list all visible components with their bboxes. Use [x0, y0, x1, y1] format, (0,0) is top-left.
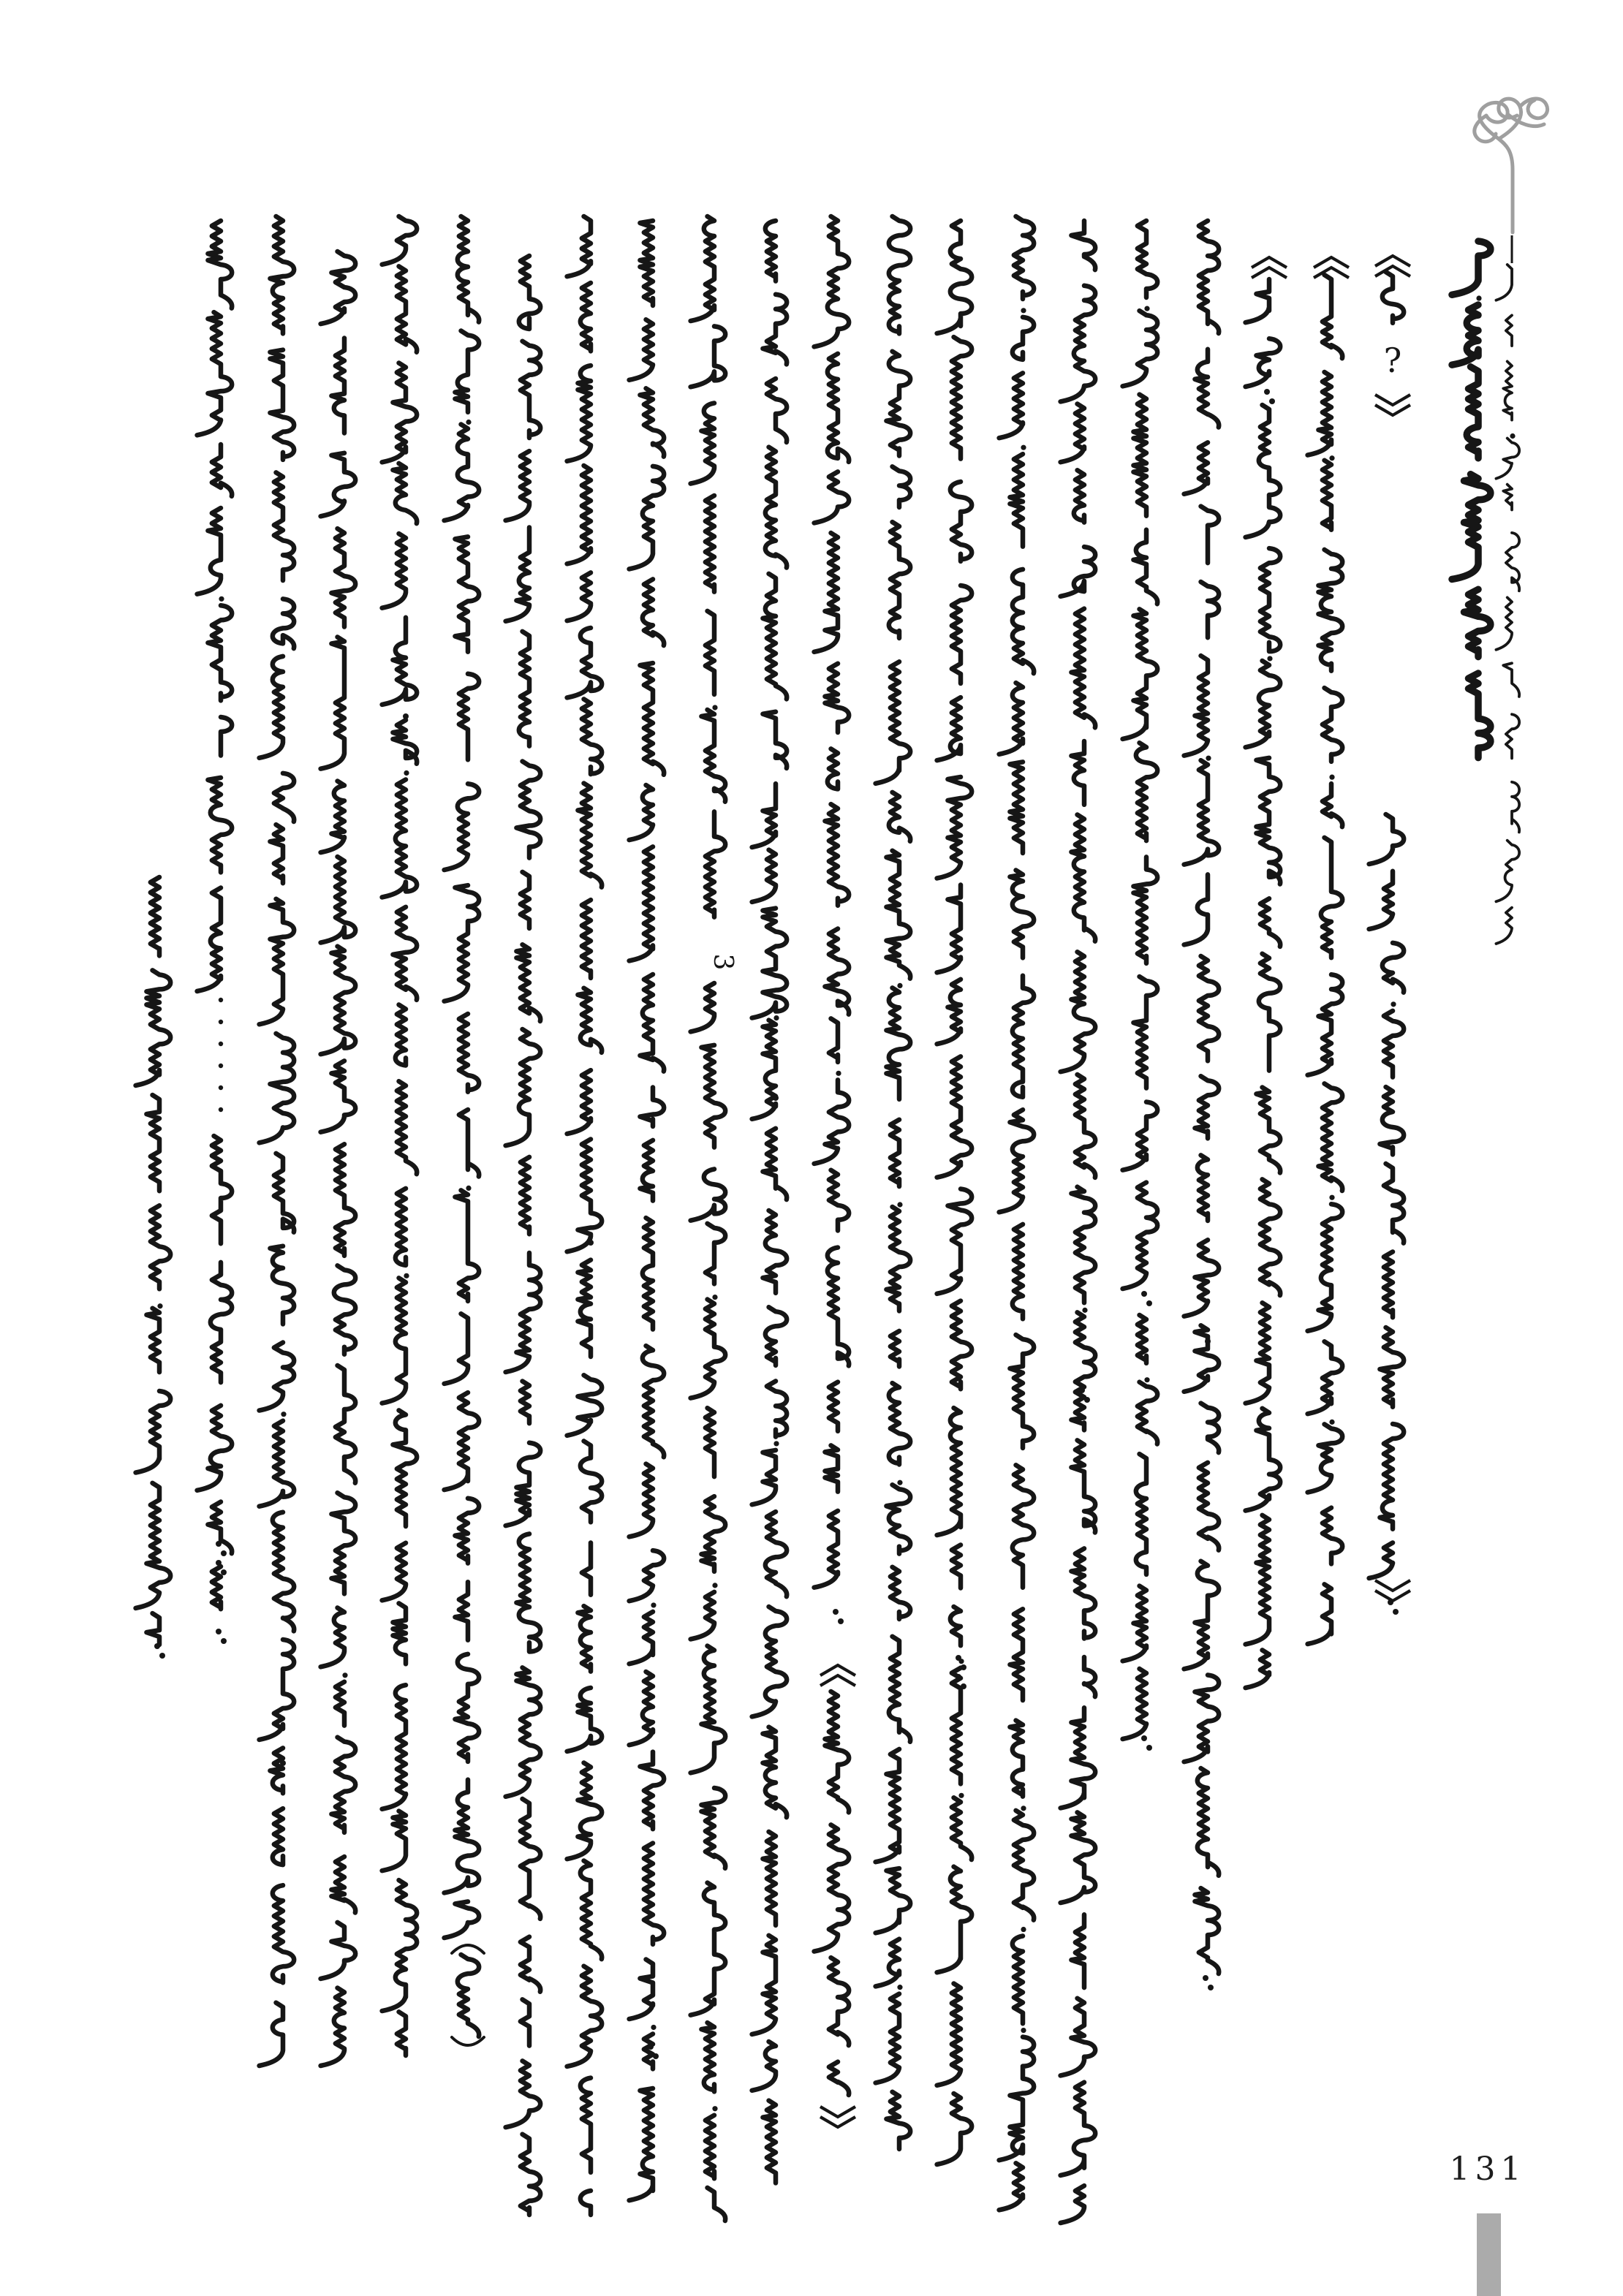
text-column-13	[937, 221, 972, 2164]
text-column-16	[1123, 221, 1158, 1751]
text-column-2	[260, 216, 295, 2066]
text-column-17	[1184, 221, 1219, 1990]
text-column-7	[567, 216, 602, 2215]
text-column-3	[321, 251, 356, 2066]
text-column-8	[629, 221, 665, 2200]
flourish-icon	[1475, 99, 1548, 232]
text-column-10	[752, 221, 787, 2183]
text-column-9	[691, 216, 738, 2221]
text-column-4	[382, 216, 417, 2056]
chapter-title-column	[1452, 241, 1491, 758]
text-column-15	[1061, 221, 1096, 2223]
text-column-12	[876, 216, 911, 2149]
text-column-0	[136, 877, 171, 1659]
text-column-18	[1246, 257, 1287, 1688]
text-column-14	[999, 216, 1034, 2210]
text-column-5	[444, 216, 484, 2045]
svg-text:3: 3	[708, 953, 738, 971]
text-column-11	[814, 216, 855, 2127]
text-column-20	[1369, 256, 1410, 1615]
text-column-1	[197, 221, 232, 1644]
text-column-6	[506, 256, 541, 2215]
page-number: 131	[1449, 2151, 1526, 2188]
text-column-19	[1308, 257, 1349, 1644]
svg-text:?: ?	[1383, 341, 1402, 380]
page-edge-tab	[1477, 2213, 1501, 2296]
running-head-column	[1496, 235, 1519, 944]
